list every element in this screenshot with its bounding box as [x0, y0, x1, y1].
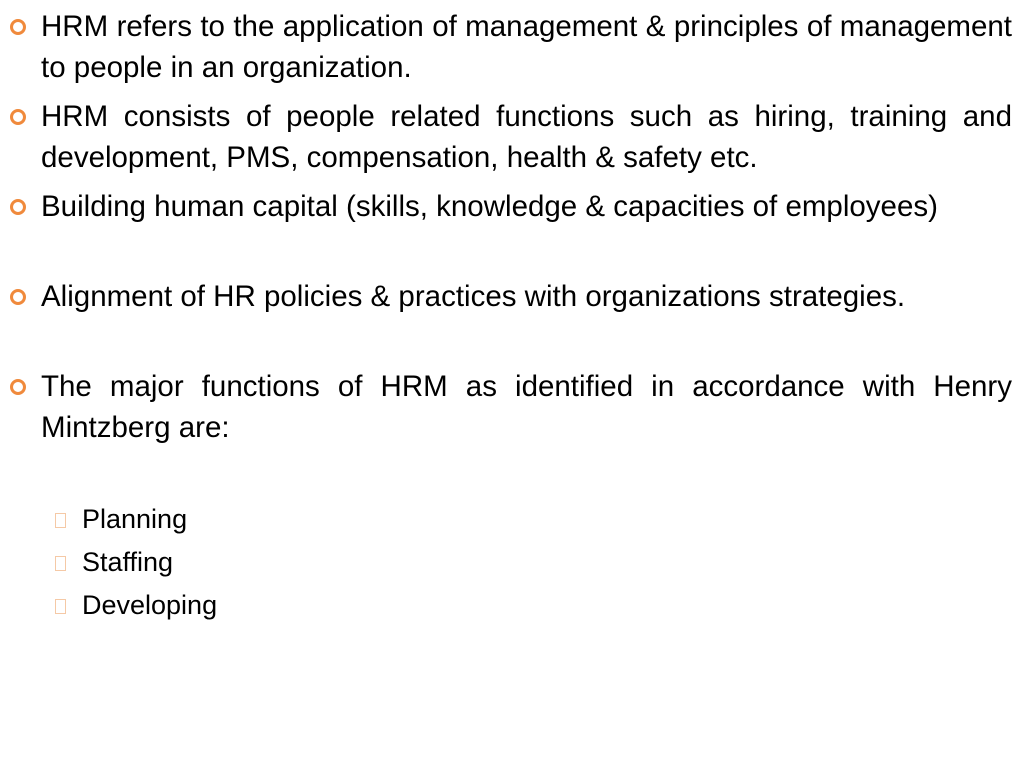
bullet-text: The major functions of HRM as identified in accordance with Henry Mintzberg are: — [41, 370, 1012, 444]
sub-bullet-text: Developing — [82, 590, 218, 620]
ring-bullet-icon — [10, 109, 26, 125]
bullet-item — [41, 96, 1012, 178]
bullet-text: HRM refers to the application of management & principles of management to people in an organization. — [41, 10, 1012, 84]
bullet-item — [41, 366, 1012, 448]
sub-bullet-text: Planning — [82, 504, 188, 534]
bullet-text: HRM consists of people related functions such as hiring, training and development, PMS, compensation, health & safety etc. — [41, 100, 1012, 174]
sub-bullet-text: Staffing — [82, 547, 174, 577]
box-bullet-icon — [55, 556, 66, 571]
bullet-item — [41, 6, 1012, 88]
bullet-item — [41, 276, 1012, 317]
bullet-text: Building human capital (skills, knowledge & capacities of employees) — [41, 190, 938, 223]
bullet-item — [41, 186, 1012, 227]
ring-bullet-icon — [10, 289, 26, 305]
bullet-text: Alignment of HR policies & practices with organizations strategies. — [41, 280, 906, 313]
box-bullet-icon — [55, 513, 66, 528]
sub-bullet-item — [82, 584, 217, 627]
box-bullet-icon — [55, 599, 66, 614]
ring-bullet-icon — [10, 199, 26, 215]
ring-bullet-icon — [10, 19, 26, 35]
sub-bullet-item — [82, 498, 187, 541]
ring-bullet-icon — [10, 379, 26, 395]
sub-bullet-item — [82, 541, 173, 584]
